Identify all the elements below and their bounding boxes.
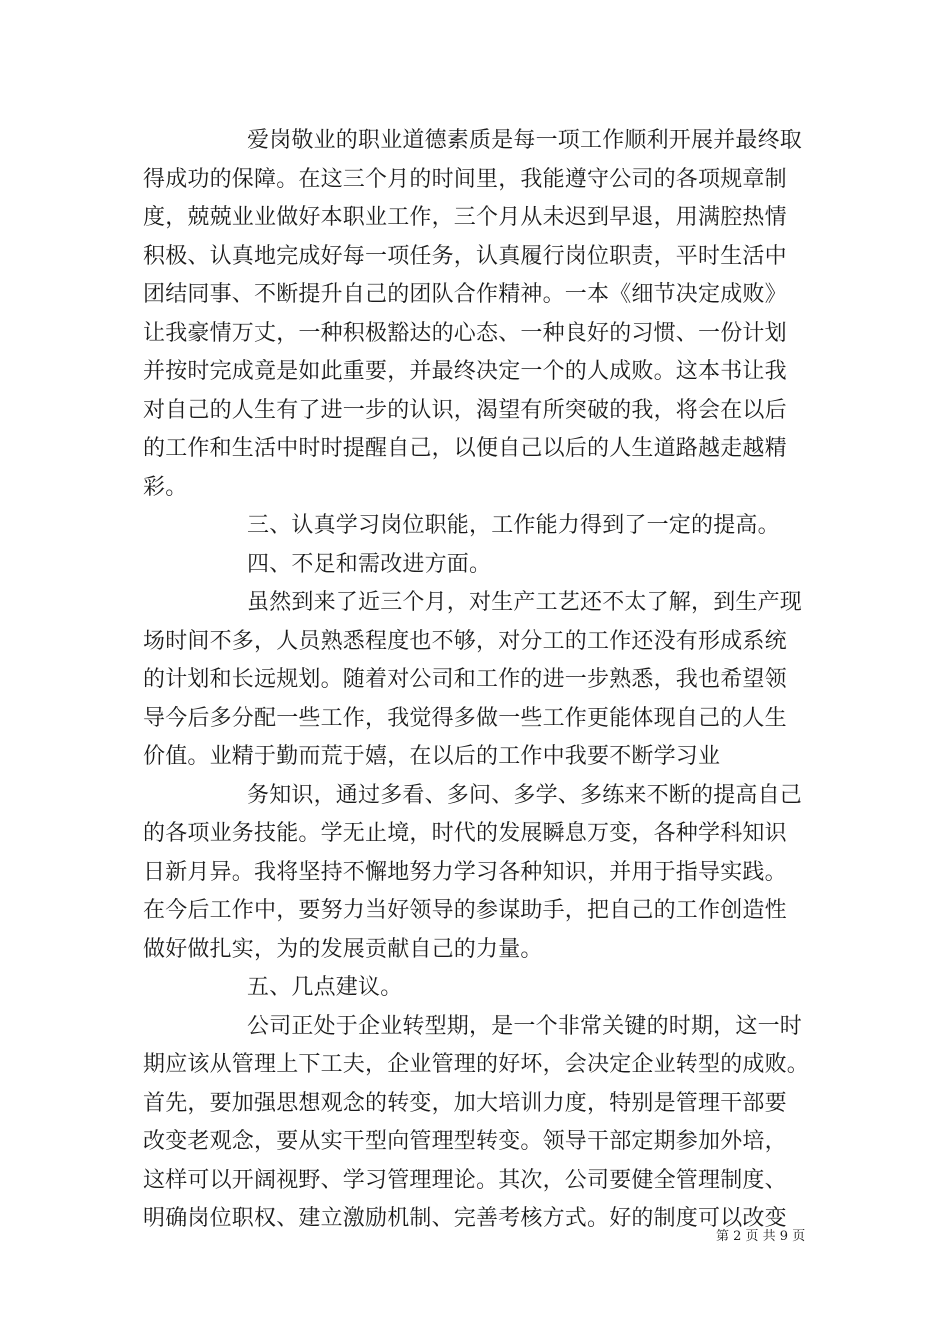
section-heading: 三、认真学习岗位职能，工作能力得到了一定的提高。 bbox=[247, 513, 780, 538]
paragraph-line: 首先，要加强思想观念的转变，加大培训力度，特别是管理干部要 bbox=[143, 1090, 787, 1116]
paragraph-line: 度，兢兢业业做好本职业工作，三个月从未迟到早退，用满腔热情 bbox=[143, 205, 787, 230]
paragraph-line: 的计划和长远规划。随着对公司和工作的进一步熟悉，我也希望领 bbox=[143, 667, 787, 692]
paragraph-line: 价值。业精于勤而荒于嬉，在以后的工作中我要不断学习业 bbox=[143, 744, 721, 769]
page-number-footer: 第 2 页 共 9 页 bbox=[716, 1229, 806, 1244]
paragraph-line: 这样可以开阔视野、学习管理理论。其次，公司要健全管理制度、 bbox=[143, 1167, 787, 1193]
paragraph-line: 的工作和生活中时时提醒自己，以便自己以后的人生道路越走越精 bbox=[143, 436, 787, 461]
paragraph-line: 让我豪情万丈，一种积极豁达的心态、一种良好的习惯、一份计划 bbox=[143, 320, 787, 346]
paragraph-line: 做好做扎实，为的发展贡献自己的力量。 bbox=[143, 936, 543, 962]
document-body bbox=[143, 122, 813, 1239]
paragraph-line: 得成功的保障。在这三个月的时间里，我能遵守公司的各项规章制 bbox=[143, 166, 787, 192]
paragraph-line: 公司正处于企业转型期，是一个非常关键的时期，这一时 bbox=[247, 1013, 803, 1039]
paragraph-line: 在今后工作中，要努力当好领导的参谋助手，把自己的工作创造性 bbox=[143, 898, 787, 923]
paragraph-line: 导今后多分配一些工作，我觉得多做一些工作更能体现自己的人生 bbox=[143, 705, 787, 731]
paragraph-line: 的各项业务技能。学无止境，时代的发展瞬息万变，各种学科知识 bbox=[143, 821, 787, 846]
paragraph-line: 日新月异。我将坚持不懈地努力学习各种知识，并用于指导实践。 bbox=[143, 859, 787, 885]
paragraph-line: 并按时完成竟是如此重要，并最终决定一个的人成败。这本书让我 bbox=[143, 359, 787, 384]
paragraph-line: 务知识，通过多看、多问、多学、多练来不断的提高自己 bbox=[247, 782, 803, 808]
paragraph-line: 对自己的人生有了进一步的认识，渴望有所突破的我，将会在以后 bbox=[143, 397, 787, 423]
paragraph-line: 改变老观念，要从实干型向管理型转变。领导干部定期参加外培， bbox=[143, 1129, 787, 1154]
section-heading: 四、不足和需改进方面。 bbox=[247, 551, 492, 577]
paragraph-line: 彩。 bbox=[143, 474, 188, 500]
paragraph-line: 明确岗位职权、建立激励机制、完善考核方式。好的制度可以改变 bbox=[143, 1206, 787, 1231]
paragraph-line: 虽然到来了近三个月，对生产工艺还不太了解，到生产现 bbox=[247, 590, 803, 615]
paragraph-line: 期应该从管理上下工夫，企业管理的好坏，会决定企业转型的成败。 bbox=[143, 1052, 810, 1077]
paragraph-line: 积极、认真地完成好每一项任务，认真履行岗位职责，平时生活中 bbox=[143, 243, 787, 269]
section-heading: 五、几点建议。 bbox=[247, 975, 403, 1000]
paragraph-line: 团结同事、不断提升自己的团队合作精神。一本《细节决定成败》 bbox=[143, 282, 787, 307]
paragraph-line: 爱岗敬业的职业道德素质是每一项工作顺利开展并最终取 bbox=[247, 128, 803, 153]
paragraph-line: 场时间不多，人员熟悉程度也不够，对分工的工作还没有形成系统 bbox=[143, 628, 787, 654]
